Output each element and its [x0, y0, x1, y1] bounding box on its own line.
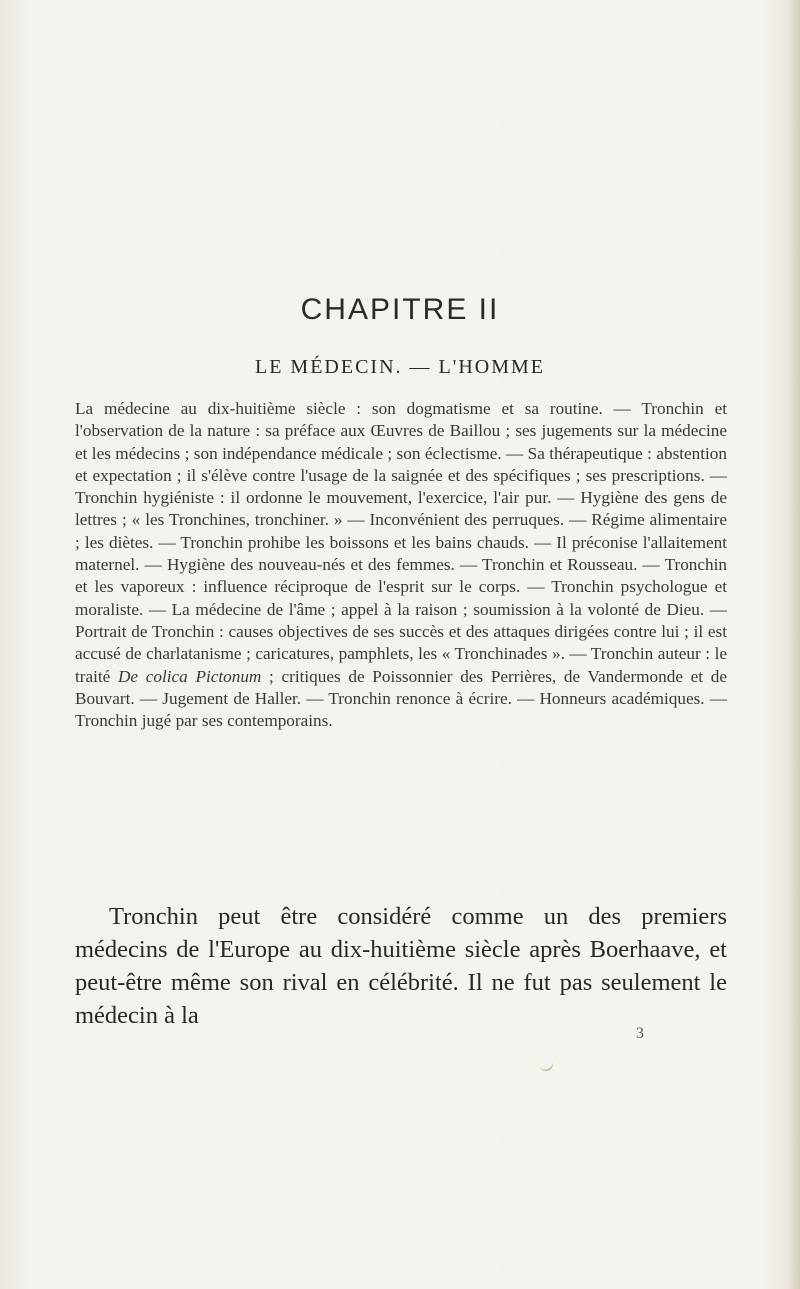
summary-text-start: La médecine au dix-huitième siècle : son dogmatisme et sa routine. — Tronchin et l'observation de la nature : sa préface aux Œuvres de Baillou ; ses jugements sur la médecine et les médecins ; son indépendance médicale ; son éclectisme. — Sa thérapeutique : abstention et expectation ; il s'élève contre l'usage de la saignée et des spécifiques ; ses prescriptions. — Tronchin hygiéniste : il ordonne le mouvement, l'exercice, l'air pur. — Hygiène des gens de lettres ; « les Tronchines, tronchiner. » — Inconvénient des perruques. — Régime alimentaire ; les diètes. — Tronchin prohibe les boissons et les bains chauds. — Il préconise l'allaitement maternel. — Hygiène des nouveau-nés et des femmes. — Tronchin et Rousseau. — Tronchin et les vaporeux : influence réciproque de l'esprit sur le corps. — Tronchin psychologue et moraliste. — La médecine de l'âme ; appel à la raison ; soumission à la volonté de Dieu. — Portrait de Tronchin : causes objectives de ses succès et des attaques dirigées contre lui ; il est accusé de charlatanisme ; caricatures, pamphlets, les « Tronchinades ». — Tronchin auteur : le traité — [75, 399, 727, 686]
chapter-summary — [75, 398, 727, 732]
page-edge-shadow — [786, 0, 800, 1289]
paper-mark — [539, 1061, 555, 1073]
summary-text-end: ; critiques de Poissonnier des Perrières, de Vandermonde et de Bouvart. — Jugement de Haller. — Tronchin renonce à écrire. — Honneurs académiques. — Tronchin jugé par ses contemporains. — [75, 666, 727, 731]
chapter-subtitle: LE MÉDECIN. — L'HOMME — [254, 356, 546, 378]
summary-italic-title: De colica Pictonum — [118, 666, 262, 686]
chapter-title: CHAPITRE II — [300, 293, 500, 326]
body-paragraph: Tronchin peut être considéré comme un des premiers médecins de l'Europe au dix-huitième siècle après Boerhaave, et peut-être même son rival en célébrité. Il ne fut pas seulement le médecin à la — [75, 903, 727, 1029]
page-number: 3 — [636, 1025, 644, 1042]
